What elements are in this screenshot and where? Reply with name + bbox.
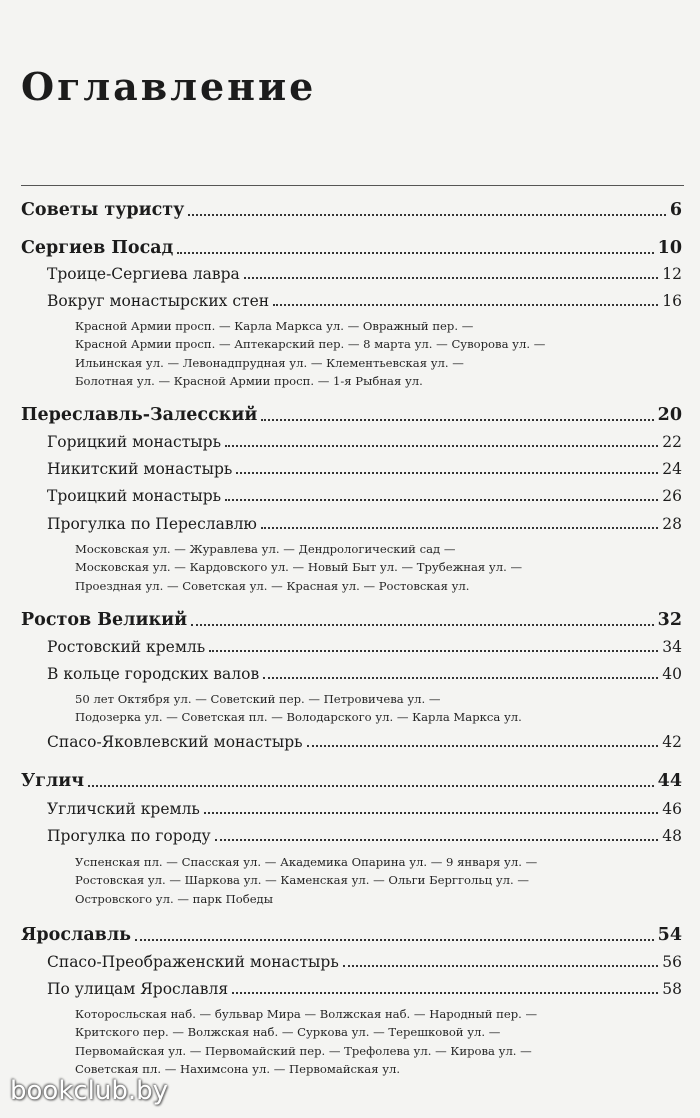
page-number: 12 (662, 265, 682, 283)
subsection-title: Горицкий монастырь (47, 433, 222, 451)
page-number: 54 (657, 925, 682, 945)
dot-leader (225, 445, 658, 447)
dot-leader (88, 785, 654, 787)
toc-section[interactable] (21, 771, 682, 791)
page-number: 46 (662, 800, 682, 818)
street-line: Успенская пл. — Спасская ул. — Академика Опарина ул. — 9 января ул. — (75, 855, 538, 869)
subsection-title: Прогулка по городу (47, 827, 211, 845)
street-list (75, 540, 675, 595)
subsection-title: Троицкий монастырь (47, 487, 222, 505)
subsection-title: Троице-Сергиева лавра (47, 265, 240, 283)
street-line: Ростовская ул. — Шаркова ул. — Каменская ул. — Ольги Берггольц ул. — (75, 873, 529, 888)
dot-leader (232, 992, 658, 994)
street-line: Проездная ул. — Советская ул. — Красная ул. — Ростовская ул. (75, 578, 470, 593)
street-line: Подозерка ул. — Советская пл. — Володарского ул. — Карла Маркса ул. (75, 710, 522, 725)
page-number: 34 (662, 638, 682, 656)
page-number: 40 (662, 665, 682, 683)
subsection-title: Вокруг монастырских стен (47, 292, 270, 310)
page-number: 6 (669, 200, 682, 220)
page-number: 56 (662, 953, 682, 971)
toc-subsection[interactable] (47, 638, 682, 656)
street-line: Московская ул. — Кардовского ул. — Новый Быт ул. — Трубежная ул. — (75, 560, 523, 575)
toc-subsection[interactable] (47, 433, 682, 451)
toc-section[interactable] (21, 238, 682, 258)
dot-leader (204, 812, 658, 814)
dot-leader (261, 527, 658, 529)
page-number: 42 (662, 733, 682, 751)
toc-subsection[interactable] (47, 953, 682, 971)
subsection-title: Ростовский кремль (47, 638, 206, 656)
dot-leader (135, 939, 654, 941)
toc-subsection[interactable] (47, 827, 682, 845)
street-line: Которосльская наб. — бульвар Мира — Волжская наб. — Народный пер. — (75, 1007, 538, 1021)
street-list (75, 853, 675, 908)
street-line: Московская ул. — Журавлева ул. — Дендрологический сад — (75, 542, 456, 556)
dot-leader (307, 745, 659, 747)
toc-section[interactable] (21, 200, 682, 220)
subsection-title: Никитский монастырь (47, 460, 233, 478)
dot-leader (261, 419, 653, 421)
street-line: Советская пл. — Нахимсона ул. — Первомайская ул. (75, 1062, 401, 1077)
dot-leader (244, 277, 659, 279)
dot-leader (177, 252, 653, 254)
section-title: Сергиев Посад (21, 238, 174, 258)
section-title: Ярославль (21, 925, 132, 945)
page-number: 20 (657, 405, 682, 425)
subsection-title: Спасо-Преображенский монастырь (47, 953, 339, 971)
section-title: Переславль-Залесский (21, 405, 258, 425)
toc-section[interactable] (21, 405, 682, 425)
subsection-title: Угличский кремль (47, 800, 200, 818)
dot-leader (209, 650, 658, 652)
toc-subsection[interactable] (47, 980, 682, 998)
street-line: Красной Армии просп. — Аптекарский пер. — 8 марта ул. — Суворова ул. — (75, 337, 546, 352)
page-number: 22 (662, 433, 682, 451)
page-number: 10 (657, 238, 682, 258)
street-line: Красной Армии просп. — Карла Маркса ул. — Овражный пер. — (75, 319, 474, 333)
street-list (75, 1005, 675, 1079)
subsection-title: По улицам Ярославля (47, 980, 229, 998)
street-line: Болотная ул. — Красной Армии просп. — 1-я Рыбная ул. (75, 374, 423, 389)
street-line: Островского ул. — парк Победы (75, 891, 273, 906)
watermark: bookclub.by (10, 1076, 169, 1106)
street-list (75, 690, 675, 727)
toc-subsection[interactable] (47, 665, 682, 683)
page-number: 32 (657, 610, 682, 630)
subsection-title: Прогулка по Переславлю (47, 515, 257, 533)
dot-leader (215, 839, 659, 841)
street-list (75, 317, 675, 391)
toc-section[interactable] (21, 610, 682, 630)
page-number: 24 (662, 460, 682, 478)
toc-subsection[interactable] (47, 733, 682, 751)
page-title: Оглавление (21, 64, 317, 109)
page-number: 28 (662, 515, 682, 533)
dot-leader (273, 304, 658, 306)
dot-leader (225, 499, 658, 501)
dot-leader (236, 472, 658, 474)
toc-subsection[interactable] (47, 460, 682, 478)
toc-subsection[interactable] (47, 800, 682, 818)
toc-subsection[interactable] (47, 487, 682, 505)
dot-leader (188, 214, 665, 216)
subsection-title: Спасо-Яковлевский монастырь (47, 733, 303, 751)
page-number: 58 (662, 980, 682, 998)
dot-leader (343, 965, 659, 967)
page-number: 16 (662, 292, 682, 310)
section-title: Советы туристу (21, 200, 185, 220)
toc-subsection[interactable] (47, 292, 682, 310)
page-number: 44 (657, 771, 682, 791)
subsection-title: В кольце городских валов (47, 665, 260, 683)
section-title: Ростов Великий (21, 610, 188, 630)
page-number: 26 (662, 487, 682, 505)
section-title: Углич (21, 771, 85, 791)
toc-section[interactable] (21, 925, 682, 945)
street-line: Ильинская ул. — Левонадпрудная ул. — Клементьевская ул. — (75, 355, 464, 370)
dot-leader (263, 677, 658, 679)
street-line: Критского пер. — Волжская наб. — Суркова ул. — Терешковой ул. — (75, 1025, 501, 1040)
toc-subsection[interactable] (47, 265, 682, 283)
street-line: 50 лет Октября ул. — Советский пер. — Петровичева ул. — (75, 692, 441, 706)
dot-leader (191, 624, 654, 626)
toc-subsection[interactable] (47, 515, 682, 533)
page-number: 48 (662, 827, 682, 845)
street-line: Первомайская ул. — Первомайский пер. — Трефолева ул. — Кирова ул. — (75, 1043, 532, 1058)
